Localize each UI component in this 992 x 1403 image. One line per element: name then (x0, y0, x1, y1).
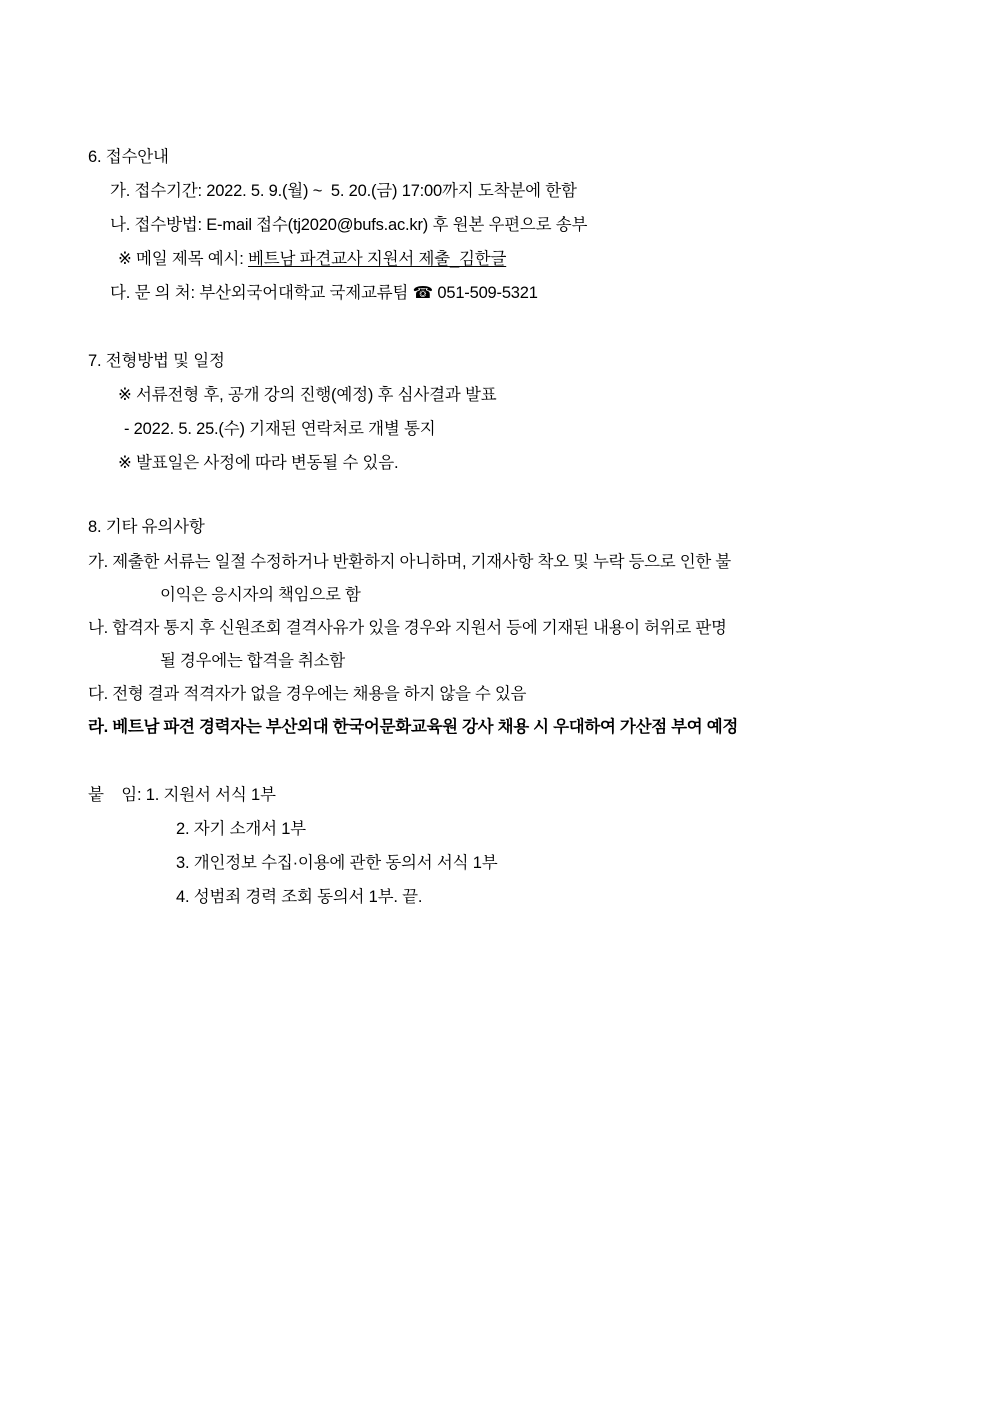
spacer-8-attachments (88, 744, 908, 778)
section-7-item-2: - 2022. 5. 25.(수) 기재된 연락처로 개별 통지 (124, 420, 436, 438)
attachment-item-2: 2. 자기 소개서 1부 (176, 820, 306, 838)
section-6-heading: 6. 접수안내 (88, 148, 169, 166)
section-8 (88, 510, 908, 744)
section-8-item-b (88, 612, 908, 678)
section-6-note-prefix: ※ 메일 제목 예시: (118, 250, 248, 268)
section-8-item-a-line1: 가. 제출한 서류는 일절 수정하거나 반환하지 아니하며, 기재사항 착오 및 누락 등으로 인한 불 (88, 553, 731, 571)
section-8-item-b-line1: 나. 합격자 통지 후 신원조회 결격사유가 있을 경우와 지원서 등에 기재된 내용이 허위로 판명 (88, 619, 727, 637)
attachments-block (88, 778, 908, 914)
section-6-note-example: 베트남 파견교사 지원서 제출_김한글 (247, 250, 507, 268)
spacer-6-7 (88, 310, 908, 344)
section-8-item-c-line1: 다. 전형 결과 적격자가 없을 경우에는 채용을 하지 않을 수 있음 (88, 685, 527, 703)
section-6-item-c: 다. 문 의 처: 부산외국어대학교 국제교류팀 ☎ 051-509-5321 (110, 284, 538, 302)
section-8-list (88, 546, 908, 744)
attachment-item-4: 4. 성범죄 경력 조회 동의서 1부. 끝. (176, 888, 423, 906)
section-7-heading: 7. 전형방법 및 일정 (88, 352, 225, 370)
section-6 (88, 140, 908, 310)
document-body (88, 140, 908, 914)
spacer-7-8 (88, 480, 908, 510)
attachment-item-3: 3. 개인정보 수집·이용에 관한 동의서 서식 1부 (176, 854, 498, 872)
section-8-heading: 8. 기타 유의사항 (88, 518, 205, 536)
section-7 (88, 344, 908, 480)
section-6-item-b: 나. 접수방법: E-mail 접수(tj2020@bufs.ac.kr) 후 원본 우편으로 송부 (110, 216, 588, 234)
section-8-item-d (88, 711, 908, 744)
section-7-item-3: ※ 발표일은 사정에 따라 변동될 수 있음. (118, 454, 399, 472)
section-8-item-a-line2: 이익은 응시자의 책임으로 함 (160, 586, 361, 604)
section-8-item-b-line2: 될 경우에는 합격을 취소함 (160, 652, 345, 670)
section-6-item-b-note (88, 242, 908, 276)
section-7-item-1: ※ 서류전형 후, 공개 강의 진행(예정) 후 심사결과 발표 (118, 386, 497, 404)
section-6-item-a: 가. 접수기간: 2022. 5. 9.(월) ~ 5. 20.(금) 17:00까지 도착분에 한함 (110, 182, 577, 200)
section-8-item-c (88, 678, 908, 711)
section-8-item-d-line1: 라. 베트남 파견 경력자는 부산외대 한국어문화교육원 강사 채용 시 우대하여 가산점 부여 예정 (88, 718, 738, 736)
section-8-item-a (88, 546, 908, 612)
attachments-label: 붙 임: 1. 지원서 서식 1부 (88, 786, 276, 804)
